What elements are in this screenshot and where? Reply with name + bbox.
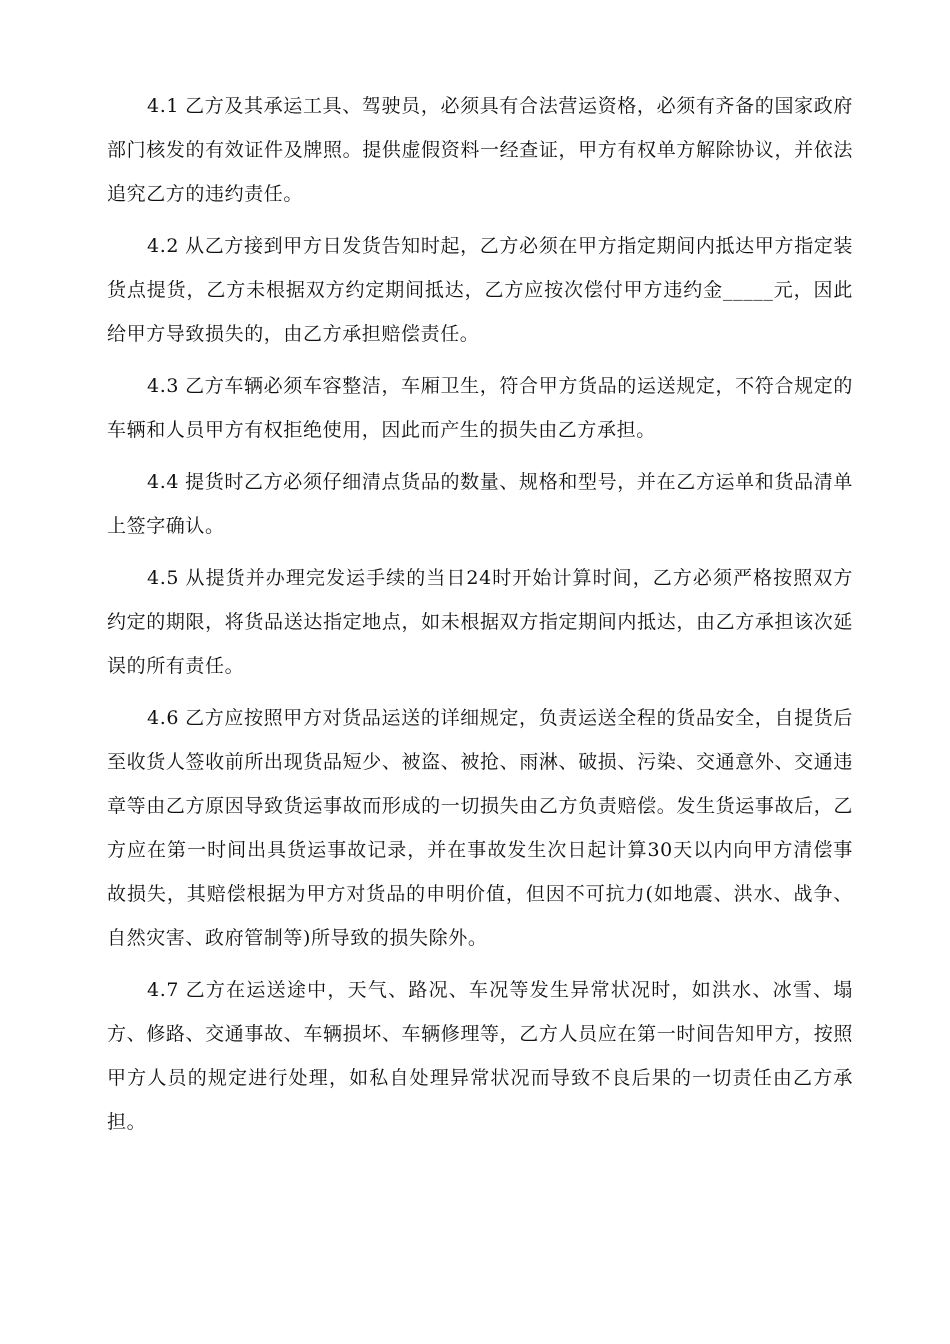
clause-4-7 [107,968,853,1144]
clause-number: 4.1 [147,95,180,117]
clause-text: 乙方在运送途中，天气、路况、车况等发生异常状况时，如洪水、冰雪、塌方、修路、交通事故、车辆损坏、车辆修理等，乙方人员应在第一时间告知甲方，按照甲方人员的规定进行处理，如私自处理异常状况而导致不良后果的一切责任由乙方承担。 [107,979,853,1133]
clause-4-2 [107,224,853,356]
clause-text: 乙方车辆必须车容整洁，车厢卫生，符合甲方货品的运送规定，不符合规定的车辆和人员甲方有权拒绝使用，因此而产生的损失由乙方承担。 [107,375,853,441]
clause-4-4 [107,460,853,548]
clause-4-6 [107,696,853,960]
document-page [107,84,853,1152]
clause-text: 乙方及其承运工具、驾驶员，必须具有合法营运资格，必须有齐备的国家政府部门核发的有效证件及牌照。提供虚假资料一经查证，甲方有权单方解除协议，并依法追究乙方的违约责任。 [107,95,853,205]
clause-number: 4.3 [147,375,180,397]
clause-number: 4.2 [147,235,180,257]
clause-4-1 [107,84,853,216]
clause-number: 4.4 [147,471,180,493]
clause-text: 从提货并办理完发运手续的当日24时开始计算时间，乙方必须严格按照双方约定的期限，将货品送达指定地点，如未根据双方指定期间内抵达，由乙方承担该次延误的所有责任。 [107,567,853,677]
clause-4-5 [107,556,853,688]
clause-text: 从乙方接到甲方日发货告知时起，乙方必须在甲方指定期间内抵达甲方指定装货点提货，乙方未根据双方约定期间抵达，乙方应按次偿付甲方违约金_____元，因此给甲方导致损失的，由乙方承担赔偿责任。 [107,235,853,345]
clause-4-3 [107,364,853,452]
clause-text: 乙方应按照甲方对货品运送的详细规定，负责运送全程的货品安全，自提货后至收货人签收前所出现货品短少、被盗、被抢、雨淋、破损、污染、交通意外、交通违章等由乙方原因导致货运事故而形成的一切损失由乙方负责赔偿。发生货运事故后，乙方应在第一时间出具货运事故记录，并在事故发生次日起计算30天以内向甲方清偿事故损失，其赔偿根据为甲方对货品的申明价值，但因不可抗力(如地震、洪水、战争、自然灾害、政府管制等)所导致的损失除外。 [107,707,853,949]
clause-number: 4.6 [147,707,180,729]
clause-number: 4.5 [147,567,180,589]
clause-number: 4.7 [147,979,180,1001]
clause-text: 提货时乙方必须仔细清点货品的数量、规格和型号，并在乙方运单和货品清单上签字确认。 [107,471,853,537]
